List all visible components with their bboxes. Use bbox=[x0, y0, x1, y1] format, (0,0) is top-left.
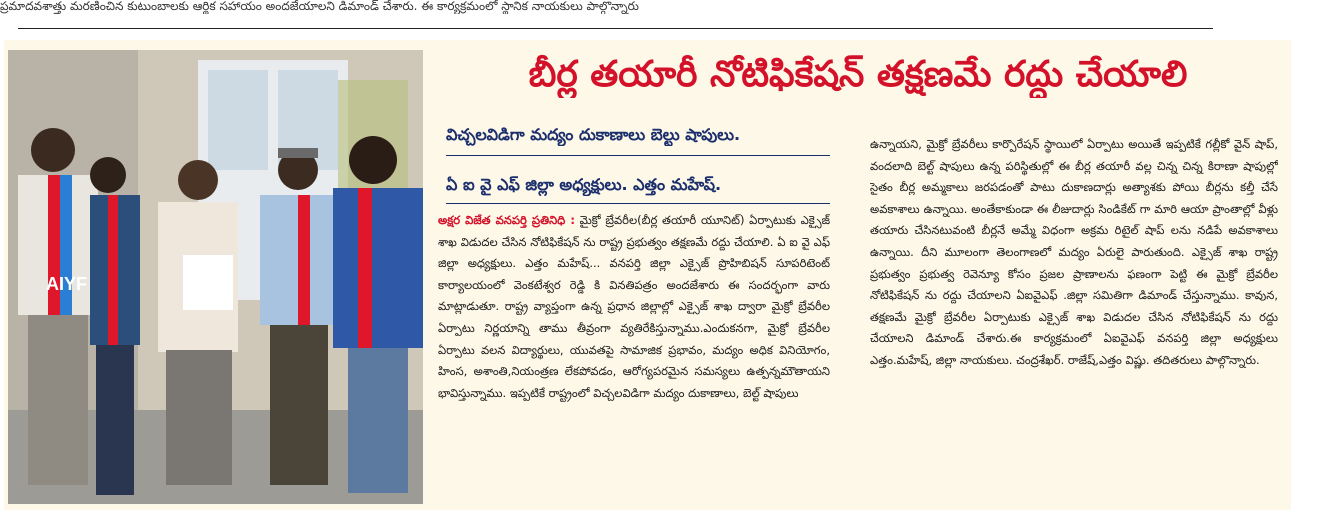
subheading-1-underline bbox=[446, 155, 830, 156]
protest-photo-illustration bbox=[8, 50, 423, 504]
article-column-1 bbox=[438, 210, 830, 505]
top-divider bbox=[18, 28, 1213, 29]
article-column-2-text: ఉన్నాయని, మైక్రో బ్రేవరీలు కార్పొరేషన్ స్థాయిలో ఏర్పాటు అయితే ఇప్పటికే గల్లీకో వైన్ షాప్, వందలాది బెల్ట్ షాపులు ఉన్న పరిస్థితుల్లో ఈ బీర్ల తయారీ వల్ల చిన్న చిన్న కిరాణా షాపుల్లో సైతం బీర్ల అమ్మకాలు జరపడంతో పాటు దుకాణదార్లు అత్యాశకు పోయి బీర్లను కల్తీ చేసే అవకాశాలు ఉన్నాయి. అంతేకాకుండా ఈ లీజుదార్లు సిండికేట్ గా మారి ఆయా ప్రాంతాల్లో వీళ్లు తయారు చేసినటువంటి బీర్లనే అమ్మే విధంగా అక్రమ రిటైల్ షాప్ లను నడిపే అవకాశాలు ఉన్నాయి. దీని మూలంగా తెలంగాణలో మద్యం ఏరులై పారుతుంది. ఎక్సైజ్ శాఖ రాష్ట్ర ప్రభుత్వం ప్రభుత్వ రెవెన్యూ కోసం ప్రజల ప్రాణాలను ఫణంగా పెట్టి ఈ మైక్రో బ్రేవరీల నోటిఫికేషన్ ను రద్దు చేయాలని ఏఐవైఎఫ్ .జిల్లా సమితిగా డిమాండ్ చేస్తున్నాము. కావున, తక్షణమే మైక్రో బ్రేవరీల ఏర్పాటుకు ఎక్సైజ్ శాఖ విడుదల చేసిన నోటిఫికేషన్ ను రద్దు చేయాలని డిమాండ్ చేశారు.ఈ కార్యక్రమంలో ఏఐవైఎఫ్ వనపర్తి జిల్లా అధ్యక్షులు ఎత్తం.మహేష్, జిల్లా నాయకులు. చంద్రశేఖర్. రాజేష్,ఎత్తం విష్ణు. తదితరులు పాల్గొన్నారు. bbox=[870, 137, 1278, 367]
subheading-2-underline bbox=[446, 203, 830, 204]
subheading-1: విచ్చలవిడిగా మద్యం దుకాణాలు బెల్టు షాపులు. bbox=[446, 125, 741, 144]
top-cut-text: ప్రమాదవశాత్తు మరణించిన కుటుంబాలకు ఆర్థిక సహాయం అందజేయాలని డిమాండ్ చేశారు. ఈ కార్యక్రమంలో స్థానిక నాయకులు పాల్గొన్నారు bbox=[0, 0, 639, 13]
subheading-2: ఏ ఐ వై ఎఫ్ జిల్లా అధ్యక్షులు. ఎత్తం మహేష్. bbox=[446, 175, 722, 194]
article-column-1-text: మైక్రో బ్రేవరీల(బీర్ల తయారీ యూనిట్) ఏర్పాటుకు ఎక్సైజ్ శాఖ విడుదల చేసిన నోటిఫికేషన్ ను రాష్ట్ర ప్రభుత్వం తక్షణమే రద్దు చేయాలి. ఏ ఐ వై ఎఫ్ జిల్లా అధ్యక్షులు. ఎత్తం మహేష్... వనపర్తి జిల్లా ఎక్సైజ్ ప్రొహిబిషన్ సూపరిటెంట్ కార్యాలయంలో వెంకటేశ్వర రెడ్డి కి వినతిపత్రం అందజేశారు ఈ సందర్భంగా వారు మాట్లాడుతూ. రాష్ట్ర వ్యాప్తంగా ఉన్న ప్రధాన జిల్లాల్లో ఎక్సైజ్ శాఖ ద్వారా మైక్రో బ్రేవరీల ఏర్పాటు నిర్ణయాన్ని తాము తీవ్రంగా వ్యతిరేకిస్తున్నాము.ఎందుకనగా, మైక్రో బ్రేవరీల ఏర్పాటు వలన విద్యార్థులు, యువతపై సామాజిక ప్రభావం, మద్యం అధిక వినియోగం, హింస, అశాంతి,నియంత్రణ లేకపోవడం, ఆరోగ్యపరమైన సమస్యలు ఉత్పన్నమౌతాయని భావిస్తున్నాము. ఇప్పటికే రాష్ట్రంలో విచ్చలవిడిగా మద్యం దుకాణాలు, బెల్ట్ షాపులు bbox=[438, 213, 830, 400]
article-column-2 bbox=[870, 134, 1278, 509]
article-photo bbox=[8, 50, 423, 504]
byline: అక్షర విజేత వనపర్తి ప్రతినిధి : bbox=[438, 213, 575, 227]
scarf-text: AIYF bbox=[46, 274, 88, 294]
headline: బీర్ల తయారీ నోటిఫికేషన్ తక్షణమే రద్దు చేయాలి bbox=[528, 54, 1188, 95]
